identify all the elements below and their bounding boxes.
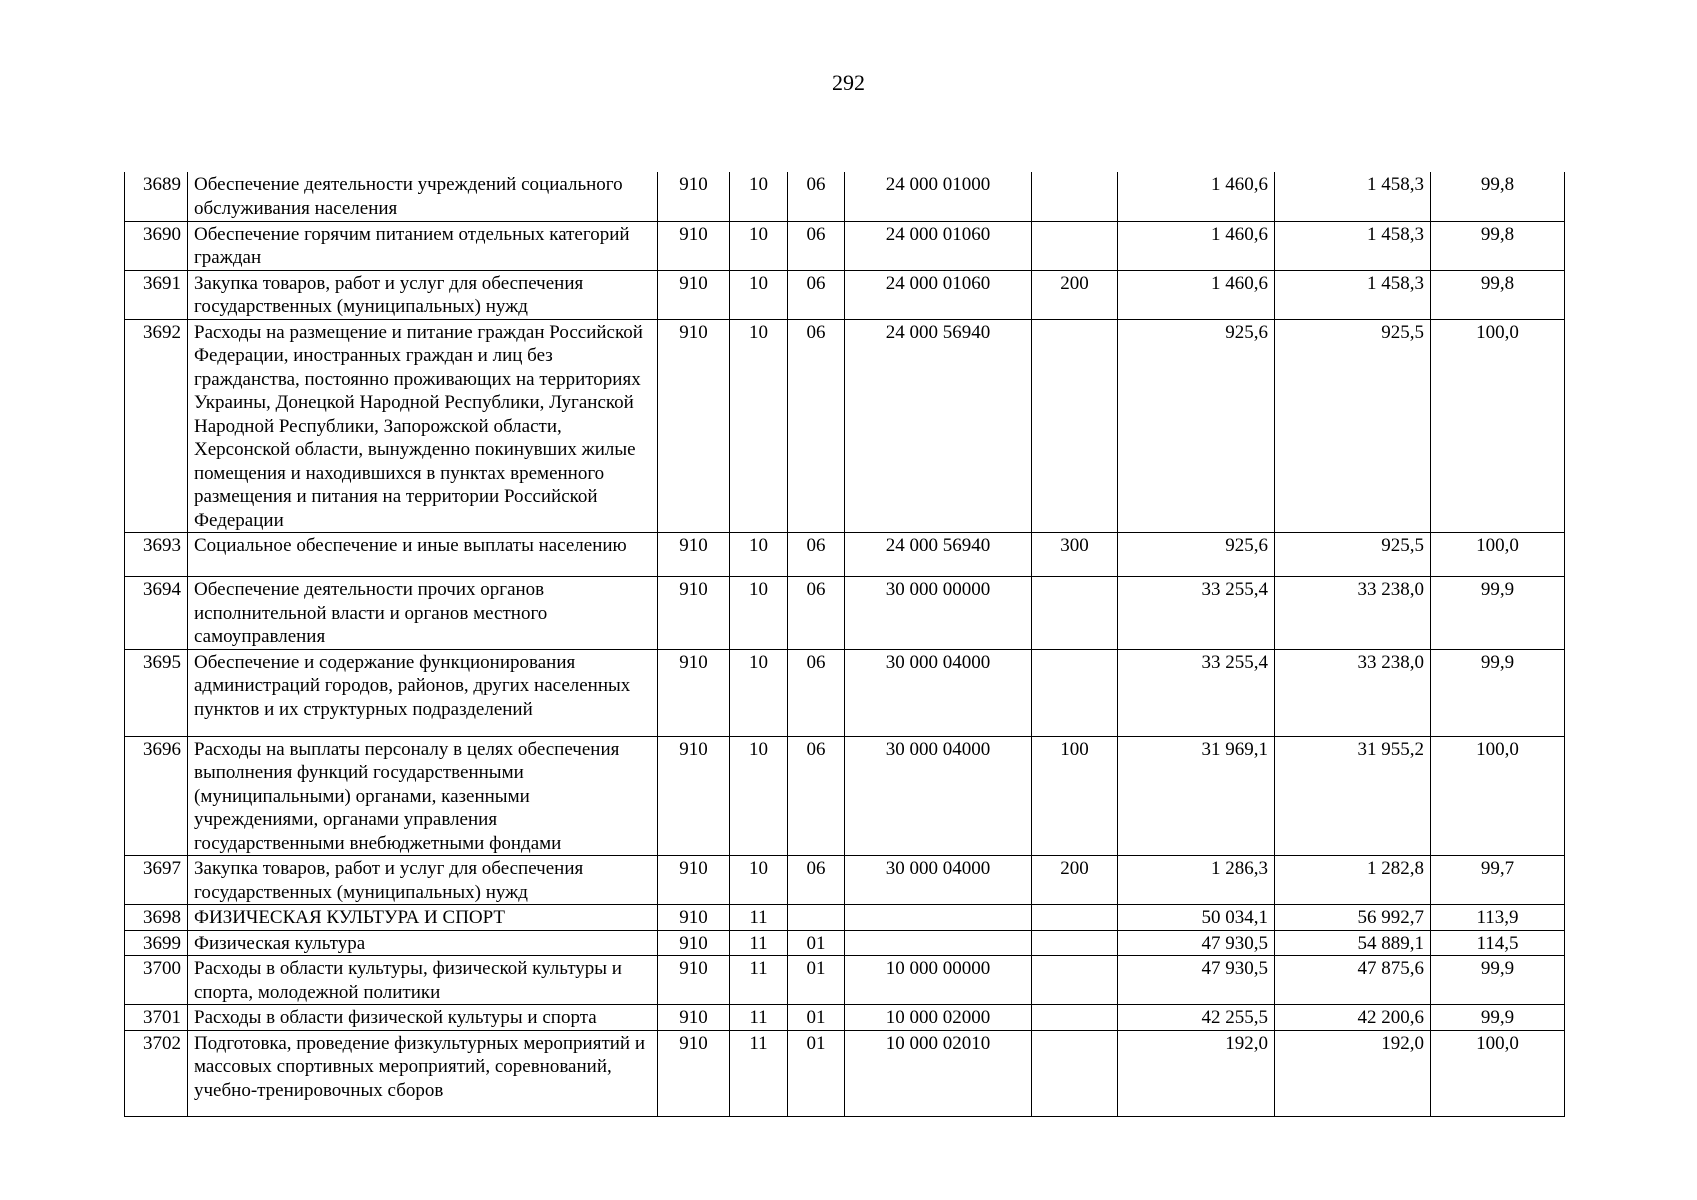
page-number: 292 <box>832 70 865 95</box>
expense-type-cell: 300 <box>1032 533 1118 577</box>
actual-amount-cell: 1 282,8 <box>1275 856 1431 905</box>
expense-type-cell <box>1032 956 1118 1005</box>
execution-percent-cell: 113,9 <box>1431 905 1565 931</box>
expense-name-cell: ФИЗИЧЕСКАЯ КУЛЬТУРА И СПОРТ <box>188 905 658 931</box>
row-number-cell: 3700 <box>125 956 188 1005</box>
section-code-cell: 10 <box>730 649 788 736</box>
admin-code-cell: 910 <box>658 319 730 533</box>
target-article-cell <box>845 930 1032 956</box>
table-row <box>125 1030 1565 1116</box>
expense-type-cell <box>1032 319 1118 533</box>
admin-code-cell: 910 <box>658 905 730 931</box>
actual-amount-cell: 1 458,3 <box>1275 270 1431 319</box>
actual-amount-cell: 1 458,3 <box>1275 172 1431 221</box>
execution-percent-cell: 100,0 <box>1431 1030 1565 1116</box>
plan-amount-cell: 50 034,1 <box>1118 905 1275 931</box>
table-body <box>125 172 1565 1116</box>
subsection-code-cell: 01 <box>788 930 845 956</box>
row-number-cell: 3692 <box>125 319 188 533</box>
plan-amount-cell: 925,6 <box>1118 319 1275 533</box>
actual-amount-cell: 42 200,6 <box>1275 1005 1431 1031</box>
actual-amount-cell: 33 238,0 <box>1275 577 1431 650</box>
section-code-cell: 10 <box>730 736 788 856</box>
actual-amount-cell: 192,0 <box>1275 1030 1431 1116</box>
subsection-code-cell: 06 <box>788 649 845 736</box>
execution-percent-cell: 99,7 <box>1431 856 1565 905</box>
section-code-cell: 10 <box>730 172 788 221</box>
plan-amount-cell: 31 969,1 <box>1118 736 1275 856</box>
execution-percent-cell: 99,9 <box>1431 956 1565 1005</box>
execution-percent-cell: 114,5 <box>1431 930 1565 956</box>
admin-code-cell: 910 <box>658 1030 730 1116</box>
execution-percent-cell: 100,0 <box>1431 533 1565 577</box>
plan-amount-cell: 47 930,5 <box>1118 956 1275 1005</box>
expense-name-cell: Подготовка, проведение физкультурных мероприятий и массовых спортивных мероприятий, соревнований, учебно-тренировочных сборов <box>188 1030 658 1116</box>
subsection-code-cell: 06 <box>788 736 845 856</box>
expense-type-cell <box>1032 172 1118 221</box>
actual-amount-cell: 925,5 <box>1275 319 1431 533</box>
table-row <box>125 905 1565 931</box>
plan-amount-cell: 1 286,3 <box>1118 856 1275 905</box>
target-article-cell: 24 000 01000 <box>845 172 1032 221</box>
row-number-cell: 3696 <box>125 736 188 856</box>
execution-percent-cell: 99,8 <box>1431 172 1565 221</box>
row-number-cell: 3694 <box>125 577 188 650</box>
subsection-code-cell: 01 <box>788 956 845 1005</box>
subsection-code-cell: 06 <box>788 533 845 577</box>
table-row <box>125 649 1565 736</box>
plan-amount-cell: 1 460,6 <box>1118 172 1275 221</box>
actual-amount-cell: 56 992,7 <box>1275 905 1431 931</box>
admin-code-cell: 910 <box>658 856 730 905</box>
expense-name-cell: Обеспечение деятельности прочих органов исполнительной власти и органов местного самоуправления <box>188 577 658 650</box>
execution-percent-cell: 99,9 <box>1431 577 1565 650</box>
plan-amount-cell: 47 930,5 <box>1118 930 1275 956</box>
admin-code-cell: 910 <box>658 1005 730 1031</box>
expense-name-cell: Расходы на выплаты персоналу в целях обеспечения выполнения функций государственными (муниципальными) органами, казенными учреждениями, органами управления государственными внебюджетными фондами <box>188 736 658 856</box>
target-article-cell: 30 000 04000 <box>845 649 1032 736</box>
subsection-code-cell <box>788 905 845 931</box>
expense-type-cell <box>1032 221 1118 270</box>
expense-name-cell: Обеспечение и содержание функционирования администраций городов, районов, других населенных пунктов и их структурных подразделений <box>188 649 658 736</box>
subsection-code-cell: 06 <box>788 856 845 905</box>
expense-type-cell: 200 <box>1032 270 1118 319</box>
subsection-code-cell: 06 <box>788 270 845 319</box>
section-code-cell: 10 <box>730 533 788 577</box>
target-article-cell: 10 000 02000 <box>845 1005 1032 1031</box>
actual-amount-cell: 54 889,1 <box>1275 930 1431 956</box>
row-number-cell: 3697 <box>125 856 188 905</box>
expense-name-cell: Обеспечение горячим питанием отдельных категорий граждан <box>188 221 658 270</box>
table-row <box>125 270 1565 319</box>
target-article-cell: 24 000 56940 <box>845 319 1032 533</box>
expense-type-cell <box>1032 577 1118 650</box>
plan-amount-cell: 42 255,5 <box>1118 1005 1275 1031</box>
section-code-cell: 11 <box>730 930 788 956</box>
execution-percent-cell: 99,8 <box>1431 270 1565 319</box>
admin-code-cell: 910 <box>658 736 730 856</box>
target-article-cell: 10 000 02010 <box>845 1030 1032 1116</box>
expense-type-cell: 200 <box>1032 856 1118 905</box>
admin-code-cell: 910 <box>658 930 730 956</box>
expense-name-cell: Расходы на размещение и питание граждан Российской Федерации, иностранных граждан и лиц без гражданства, постоянно проживающих на территориях Украины, Донецкой Народной Республики, Луганской Народной Республики, Запорожской области, Херсонской области, вынужденно покинувших жилые помещения и находившихся в пунктах временного размещения и питания на территории Российской Федерации <box>188 319 658 533</box>
budget-table <box>124 172 1565 1117</box>
table-row <box>125 1005 1565 1031</box>
target-article-cell <box>845 905 1032 931</box>
table-row <box>125 577 1565 650</box>
section-code-cell: 11 <box>730 1005 788 1031</box>
target-article-cell: 30 000 00000 <box>845 577 1032 650</box>
section-code-cell: 11 <box>730 1030 788 1116</box>
target-article-cell: 24 000 01060 <box>845 270 1032 319</box>
actual-amount-cell: 31 955,2 <box>1275 736 1431 856</box>
section-code-cell: 10 <box>730 577 788 650</box>
execution-percent-cell: 100,0 <box>1431 319 1565 533</box>
table-row <box>125 736 1565 856</box>
execution-percent-cell: 99,9 <box>1431 1005 1565 1031</box>
subsection-code-cell: 06 <box>788 172 845 221</box>
row-number-cell: 3690 <box>125 221 188 270</box>
expense-type-cell <box>1032 905 1118 931</box>
row-number-cell: 3689 <box>125 172 188 221</box>
execution-percent-cell: 99,9 <box>1431 649 1565 736</box>
table-row <box>125 221 1565 270</box>
row-number-cell: 3698 <box>125 905 188 931</box>
expense-name-cell: Расходы в области физической культуры и спорта <box>188 1005 658 1031</box>
section-code-cell: 10 <box>730 270 788 319</box>
subsection-code-cell: 06 <box>788 221 845 270</box>
table-row <box>125 930 1565 956</box>
admin-code-cell: 910 <box>658 172 730 221</box>
plan-amount-cell: 1 460,6 <box>1118 270 1275 319</box>
expense-name-cell: Физическая культура <box>188 930 658 956</box>
expense-name-cell: Закупка товаров, работ и услуг для обеспечения государственных (муниципальных) нужд <box>188 270 658 319</box>
row-number-cell: 3693 <box>125 533 188 577</box>
target-article-cell: 24 000 56940 <box>845 533 1032 577</box>
row-number-cell: 3695 <box>125 649 188 736</box>
admin-code-cell: 910 <box>658 649 730 736</box>
admin-code-cell: 910 <box>658 956 730 1005</box>
section-code-cell: 11 <box>730 956 788 1005</box>
target-article-cell: 30 000 04000 <box>845 856 1032 905</box>
section-code-cell: 10 <box>730 856 788 905</box>
subsection-code-cell: 06 <box>788 319 845 533</box>
section-code-cell: 10 <box>730 319 788 533</box>
subsection-code-cell: 01 <box>788 1030 845 1116</box>
subsection-code-cell: 06 <box>788 577 845 650</box>
target-article-cell: 30 000 04000 <box>845 736 1032 856</box>
target-article-cell: 24 000 01060 <box>845 221 1032 270</box>
expense-name-cell: Расходы в области культуры, физической культуры и спорта, молодежной политики <box>188 956 658 1005</box>
row-number-cell: 3691 <box>125 270 188 319</box>
plan-amount-cell: 1 460,6 <box>1118 221 1275 270</box>
expense-type-cell <box>1032 1030 1118 1116</box>
row-number-cell: 3702 <box>125 1030 188 1116</box>
table-row <box>125 856 1565 905</box>
admin-code-cell: 910 <box>658 221 730 270</box>
row-number-cell: 3699 <box>125 930 188 956</box>
table-row <box>125 533 1565 577</box>
actual-amount-cell: 47 875,6 <box>1275 956 1431 1005</box>
actual-amount-cell: 925,5 <box>1275 533 1431 577</box>
subsection-code-cell: 01 <box>788 1005 845 1031</box>
expense-name-cell: Закупка товаров, работ и услуг для обеспечения государственных (муниципальных) нужд <box>188 856 658 905</box>
execution-percent-cell: 100,0 <box>1431 736 1565 856</box>
execution-percent-cell: 99,8 <box>1431 221 1565 270</box>
row-number-cell: 3701 <box>125 1005 188 1031</box>
admin-code-cell: 910 <box>658 577 730 650</box>
table-row <box>125 956 1565 1005</box>
admin-code-cell: 910 <box>658 533 730 577</box>
target-article-cell: 10 000 00000 <box>845 956 1032 1005</box>
table-row <box>125 172 1565 221</box>
expense-type-cell <box>1032 930 1118 956</box>
plan-amount-cell: 925,6 <box>1118 533 1275 577</box>
actual-amount-cell: 1 458,3 <box>1275 221 1431 270</box>
plan-amount-cell: 33 255,4 <box>1118 577 1275 650</box>
expense-type-cell <box>1032 649 1118 736</box>
actual-amount-cell: 33 238,0 <box>1275 649 1431 736</box>
section-code-cell: 10 <box>730 221 788 270</box>
expense-name-cell: Социальное обеспечение и иные выплаты населению <box>188 533 658 577</box>
expense-type-cell <box>1032 1005 1118 1031</box>
section-code-cell: 11 <box>730 905 788 931</box>
table-row <box>125 319 1565 533</box>
expense-name-cell: Обеспечение деятельности учреждений социального обслуживания населения <box>188 172 658 221</box>
expense-type-cell: 100 <box>1032 736 1118 856</box>
admin-code-cell: 910 <box>658 270 730 319</box>
plan-amount-cell: 192,0 <box>1118 1030 1275 1116</box>
plan-amount-cell: 33 255,4 <box>1118 649 1275 736</box>
